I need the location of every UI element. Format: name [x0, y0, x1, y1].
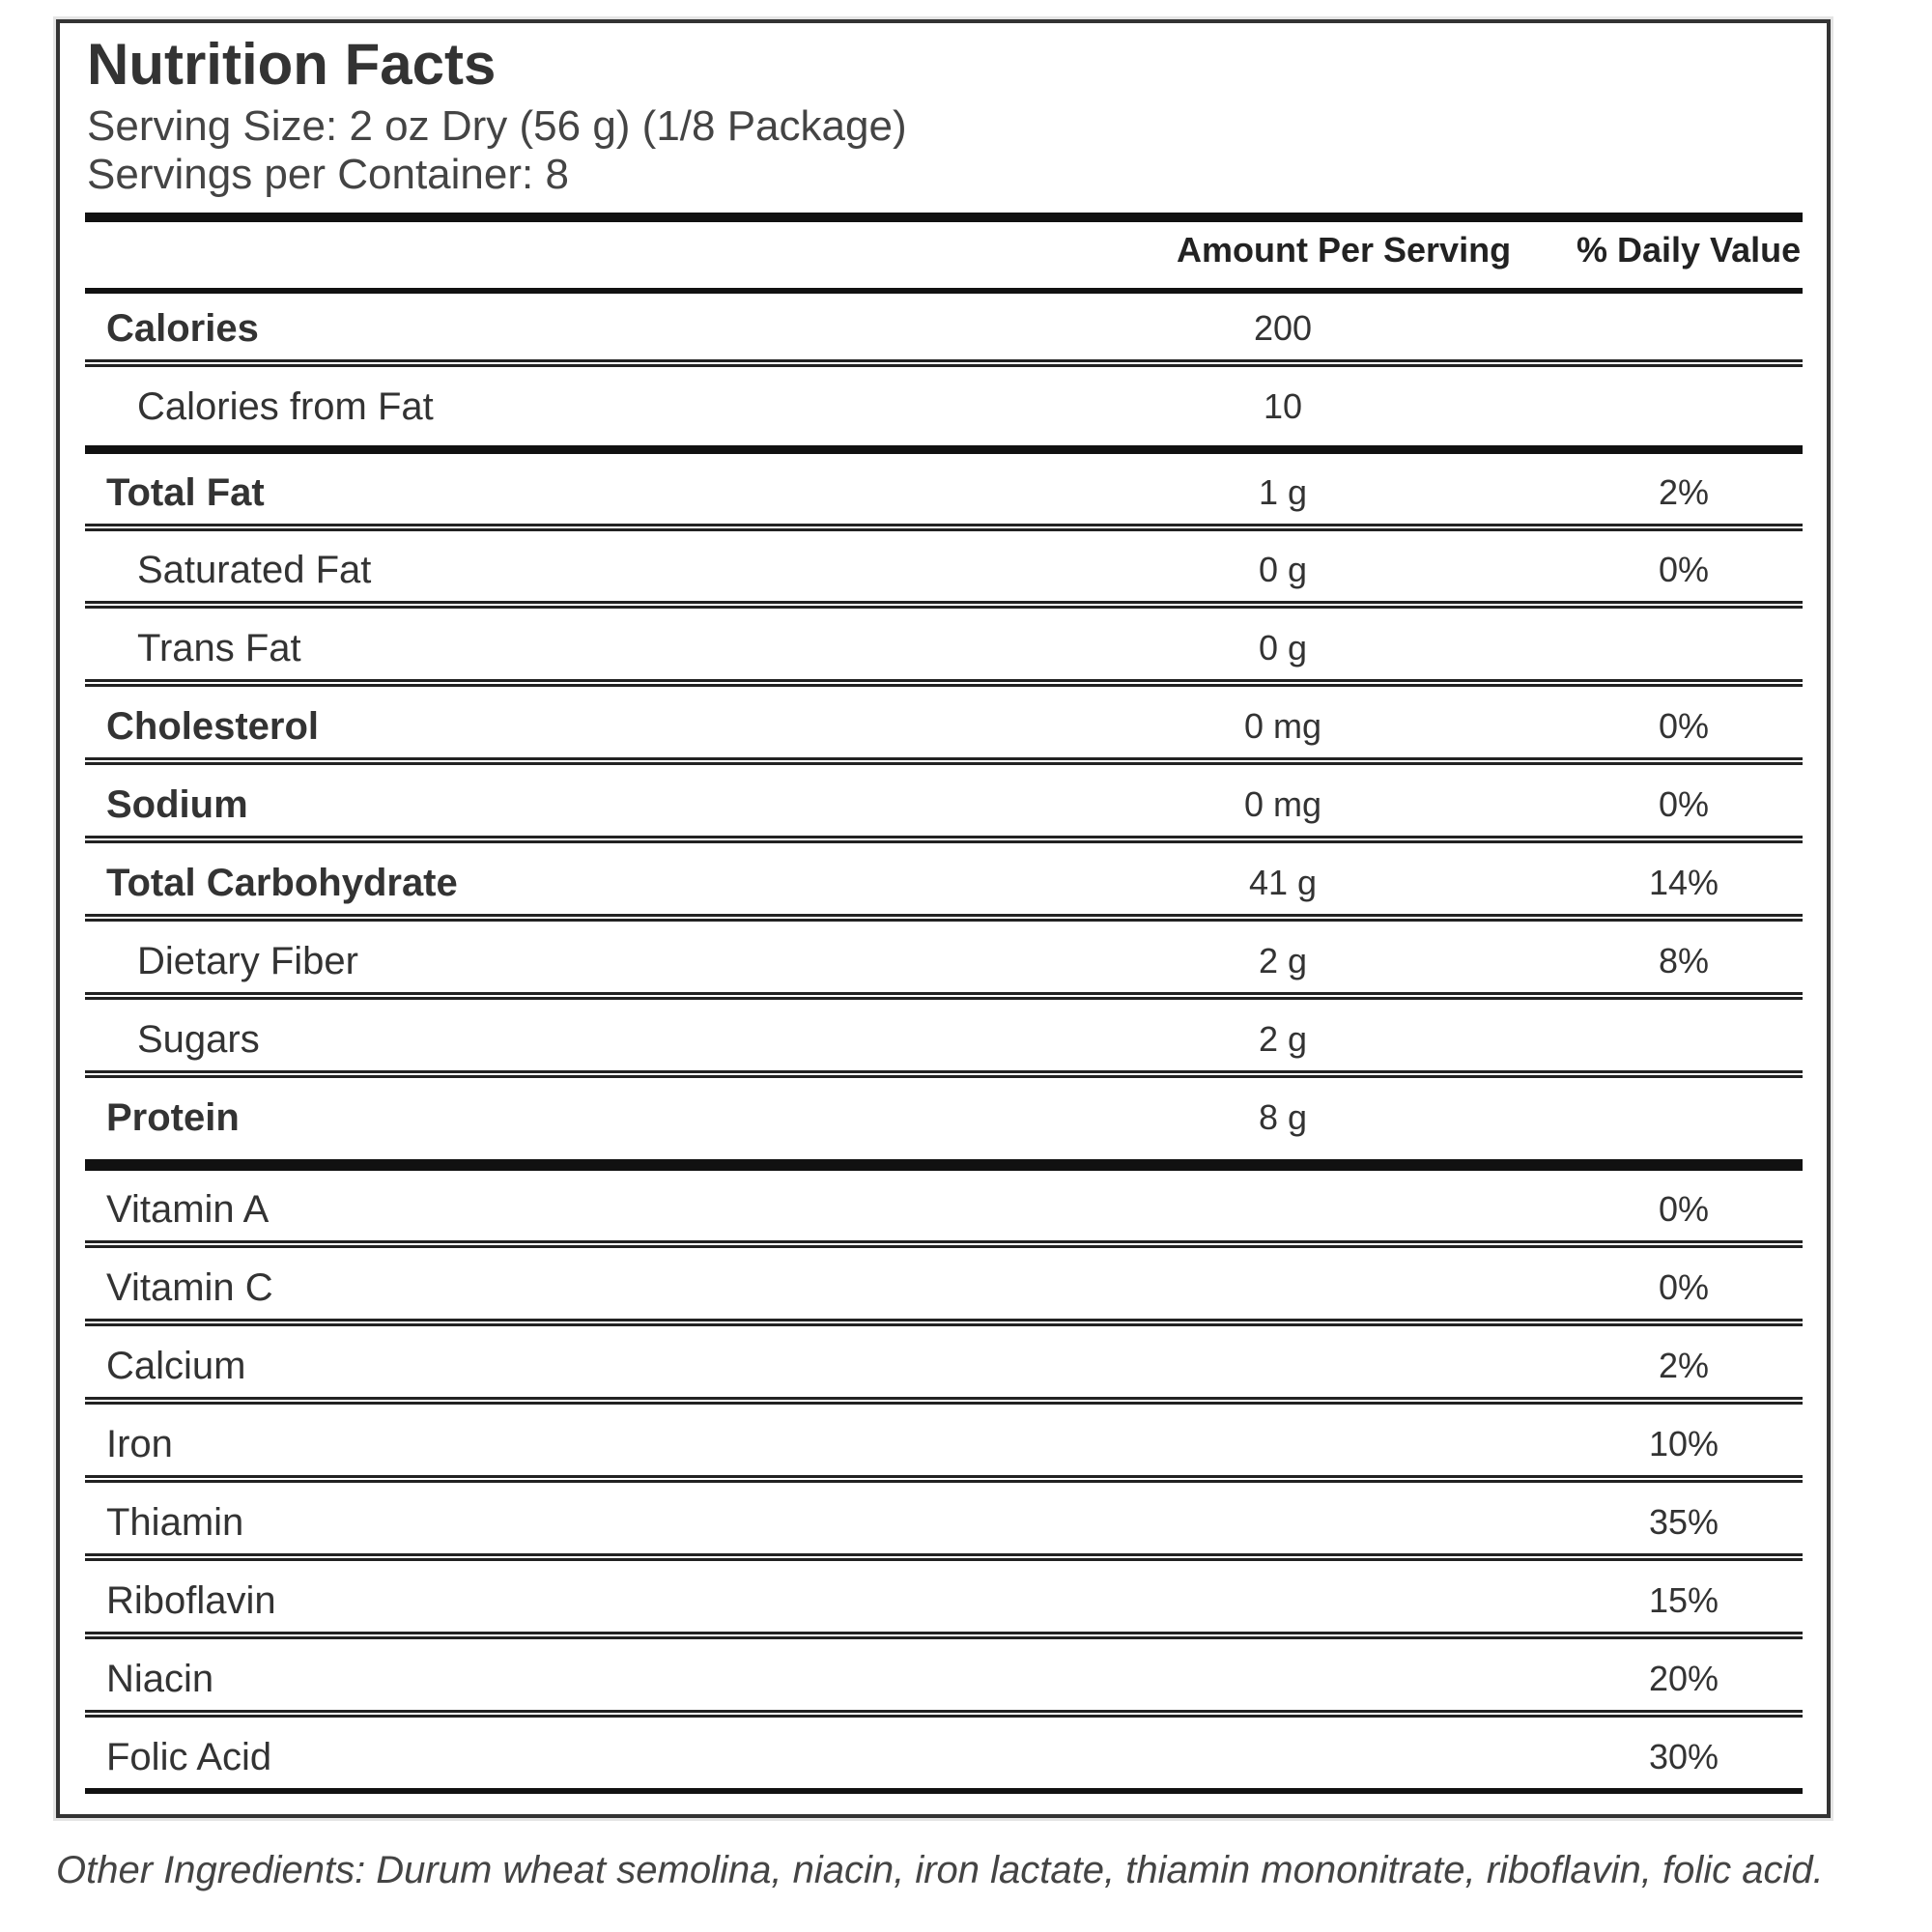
serving-size: Serving Size: 2 oz Dry (56 g) (1/8 Package)	[87, 102, 907, 150]
nutrient-name: Total Carbohydrate	[106, 862, 458, 904]
row-divider	[85, 1710, 1803, 1718]
vitamin-daily-value: 15%	[1648, 1580, 1719, 1620]
row-divider	[85, 601, 1803, 609]
nutrient-row	[85, 688, 1803, 765]
vitamin-row	[85, 1719, 1803, 1796]
nutrient-daily-value	[1587, 290, 1780, 367]
vitamin-name: Niacin	[106, 1658, 214, 1700]
nutrient-amount: 10	[1263, 386, 1303, 426]
vitamin-name: Iron	[106, 1423, 173, 1465]
vitamin-name: Riboflavin	[106, 1579, 276, 1622]
nutrient-row	[85, 1079, 1803, 1156]
row-divider	[85, 914, 1803, 922]
nutrient-name: Total Fat	[106, 471, 265, 514]
nutrient-amount: 1 g	[1258, 472, 1308, 512]
nutrient-name: Cholesterol	[106, 705, 320, 748]
vitamin-daily-value: 0%	[1658, 1189, 1710, 1229]
nutrient-daily-value	[1587, 1079, 1780, 1156]
vitamin-name: Vitamin C	[106, 1266, 273, 1309]
nutrient-amount: 2 g	[1258, 941, 1308, 980]
vitamin-row	[85, 1249, 1803, 1326]
row-divider	[85, 757, 1803, 765]
nutrient-amount: 0 g	[1258, 628, 1308, 668]
vitamins-divider-rule	[85, 1159, 1803, 1171]
row-divider	[85, 1553, 1803, 1561]
nutrient-row	[85, 368, 1803, 445]
nutrient-row	[85, 844, 1803, 922]
row-divider	[85, 679, 1803, 687]
nutrient-row	[85, 454, 1803, 531]
row-divider	[85, 836, 1803, 843]
nutrient-amount: 8 g	[1258, 1097, 1308, 1137]
vitamin-row	[85, 1327, 1803, 1405]
vitamin-name: Folic Acid	[106, 1736, 272, 1778]
other-ingredients: Other Ingredients: Durum wheat semolina, niacin, iron lactate, thiamin mononitrate, riboflavin, folic acid.	[56, 1849, 1824, 1891]
nutrient-name: Calories from Fat	[137, 385, 434, 428]
nutrient-daily-value: 0%	[1658, 550, 1710, 589]
row-divider	[85, 524, 1803, 531]
nutrient-amount: 0 g	[1258, 550, 1308, 589]
vitamin-name: Thiamin	[106, 1501, 244, 1544]
nutrient-amount: 2 g	[1258, 1019, 1308, 1059]
vitamin-daily-value: 0%	[1658, 1267, 1710, 1307]
nutrient-row	[85, 766, 1803, 843]
nutrient-name: Trans Fat	[137, 627, 301, 669]
nutrient-row	[85, 610, 1803, 687]
servings-per-container: Servings per Container: 8	[87, 151, 569, 198]
nutrient-daily-value: 0%	[1658, 784, 1710, 824]
nutrient-row	[85, 1001, 1803, 1078]
row-divider	[85, 1319, 1803, 1326]
vitamin-name: Vitamin A	[106, 1188, 270, 1231]
amount-per-serving-header: Amount Per Serving	[1177, 230, 1512, 270]
row-divider	[85, 1070, 1803, 1078]
nutrient-name: Calories	[106, 307, 259, 350]
nutrient-name: Saturated Fat	[137, 549, 372, 591]
nutrient-row	[85, 290, 1803, 367]
nutrient-name: Sugars	[137, 1018, 260, 1061]
row-divider	[85, 1397, 1803, 1405]
nutrient-row	[85, 531, 1803, 609]
nutrient-name: Sodium	[106, 783, 248, 826]
vitamin-daily-value: 10%	[1648, 1424, 1719, 1463]
nutrient-amount: 0 mg	[1243, 706, 1322, 746]
vitamin-row	[85, 1640, 1803, 1718]
vitamin-daily-value: 30%	[1648, 1737, 1719, 1776]
vitamin-row	[85, 1406, 1803, 1483]
row-divider	[85, 1240, 1803, 1248]
vitamin-row	[85, 1171, 1803, 1248]
calories-divider-rule	[85, 445, 1803, 454]
nutrient-amount: 0 mg	[1243, 784, 1322, 824]
vitamin-name: Calcium	[106, 1345, 246, 1387]
bottom-rule	[85, 1788, 1803, 1794]
nutrient-daily-value: 14%	[1648, 863, 1719, 902]
nutrient-daily-value: 0%	[1658, 706, 1710, 746]
vitamin-row	[85, 1484, 1803, 1561]
vitamin-daily-value: 35%	[1648, 1502, 1719, 1542]
nutrient-daily-value	[1587, 1001, 1780, 1078]
row-divider	[85, 1475, 1803, 1483]
daily-value-header: % Daily Value	[1577, 230, 1802, 270]
nutrient-name: Protein	[106, 1096, 240, 1139]
nutrient-row	[85, 923, 1803, 1000]
nutrient-daily-value	[1587, 368, 1780, 445]
top-thick-rule	[85, 213, 1803, 222]
nutrient-daily-value: 2%	[1658, 472, 1710, 512]
vitamin-row	[85, 1562, 1803, 1639]
label-title: Nutrition Facts	[87, 32, 497, 97]
nutrient-amount: 200	[1253, 308, 1313, 348]
nutrient-daily-value: 8%	[1658, 941, 1710, 980]
nutrient-amount: 41 g	[1248, 863, 1318, 902]
nutrient-daily-value	[1587, 610, 1780, 687]
vitamin-daily-value: 20%	[1648, 1659, 1719, 1698]
row-divider	[85, 992, 1803, 1000]
nutrient-name: Dietary Fiber	[137, 940, 358, 982]
vitamin-daily-value: 2%	[1658, 1346, 1710, 1385]
row-divider	[85, 359, 1803, 367]
row-divider	[85, 1632, 1803, 1639]
